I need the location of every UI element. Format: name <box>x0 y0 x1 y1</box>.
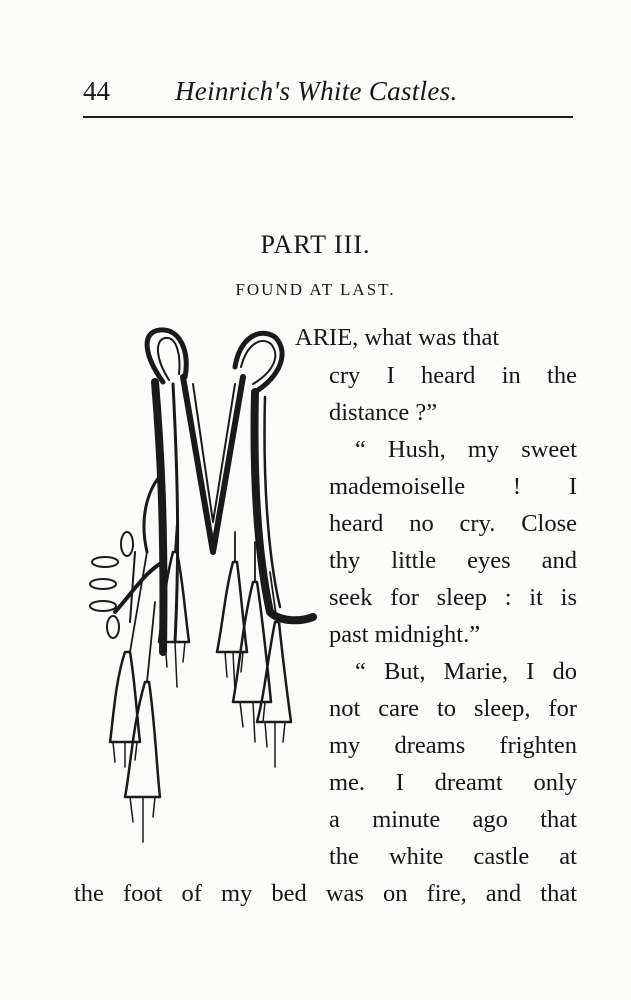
text-line: heard no cry. Close <box>329 510 577 537</box>
text-line: distance ?” <box>329 399 438 426</box>
chapter-title: FOUND AT LAST. <box>235 280 396 299</box>
header-rule <box>83 116 573 118</box>
text-line: the foot of my bed was on fire, and that <box>74 880 577 907</box>
page-number: 44 <box>83 76 110 106</box>
text-line: mademoiselle ! I <box>329 473 577 500</box>
decorative-initial-m <box>85 322 320 852</box>
text-line: me. I dreamt only <box>329 769 577 796</box>
text-line: “ Hush, my sweet <box>355 436 577 463</box>
text-line: “ But, Marie, I do <box>355 658 577 685</box>
text-line: past midnight.” <box>329 621 481 648</box>
text-line: thy little eyes and <box>329 547 577 574</box>
running-title: Heinrich's White Castles. <box>175 76 458 106</box>
text-line: seek for sleep : it is <box>329 584 577 611</box>
text-line: the white castle at <box>329 843 577 870</box>
text-line: a minute ago that <box>329 806 577 833</box>
text-line: my dreams frighten <box>329 732 577 759</box>
text-line: ARIE, what was that <box>295 324 500 351</box>
running-header <box>83 76 573 110</box>
text-line: not care to sleep, for <box>329 695 577 722</box>
part-heading: PART III. <box>260 230 371 259</box>
text-line: cry I heard in the <box>329 362 577 389</box>
